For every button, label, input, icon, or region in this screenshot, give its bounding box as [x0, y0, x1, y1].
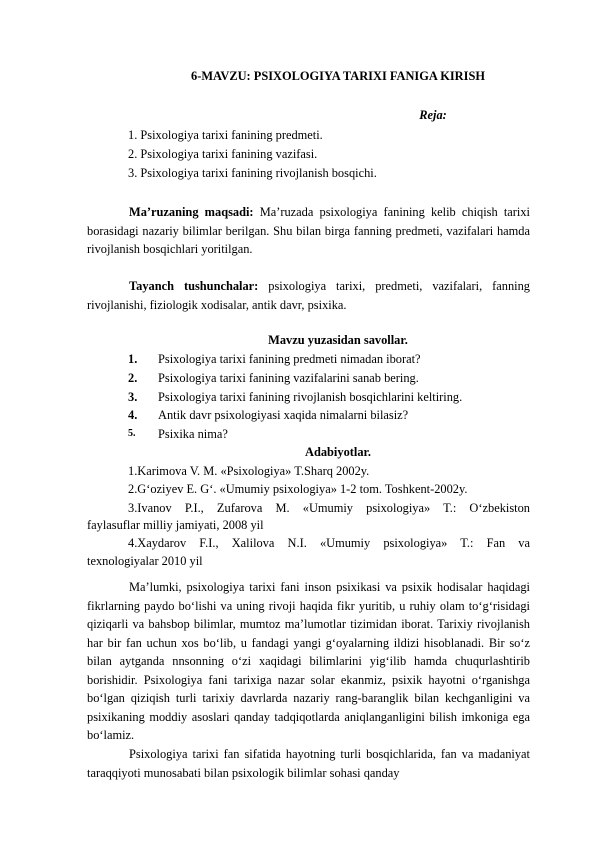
- keywords-label: Tayanch tushunchalar:: [129, 279, 259, 293]
- reference-item: 2.G‘oziyev E. G‘. «Umumiy psixologiya» 1-2 tom. Toshkent-2002y.: [128, 482, 468, 496]
- body-paragraph: Ma’lumki, psixologiya tarixi fani inson psixikasi va psixik hodisalar haqidagi fikrlarning paydo bo‘lishi va uning rivoji haqida fikr yuritib, u ruhiy olam to‘g‘risidagi qiziqarli va bahsbop bilimlar, mumtoz ma’lumotlar tizimidan iborat. Tarixiy rivojlanish har bir fan uchun xos bo‘lib, u fandagi yangi g‘oyalarning ildizi hisoblanadi. Bir so‘z bilan aytganda nnsonning o‘zi xaqidagi bilimlarini yig‘ilib hamda chuqurlashtirib borishidir. Psixologiya fani tarixiga nazar solar ekanmiz, psixik hayotni o‘rganishga bo‘lgan qiziqish turli tarixiy davrlarda nazariy rang-baranglik bilan kechganligini va psixikaning moddiy asoslari qanday tadqiqotlarda aniqlanganligini bilish imkoniga ega bo‘lamiz.: [87, 580, 530, 742]
- plan-item: 1. Psixologiya tarixi fanining predmeti.: [128, 128, 323, 142]
- question-text: Antik davr psixologiyasi xaqida nimalarni bilasiz?: [158, 408, 409, 422]
- reference-item-continued: texnologiyalar 2010 yil: [87, 554, 203, 568]
- aim-text: Ma’ruzada psixologiya fanining kelib chiqish tarixi borasidagi nazariy bilimlar berilgan. Shu bilan birga fanning predmeti, vazifalari hamda rivojlanish bosqichlari yoritilgan.: [87, 205, 530, 256]
- question-text: Psixologiya tarixi fanining vazifalarini sanab bering.: [158, 371, 419, 385]
- question-text: Psixologiya tarixi fanining rivojlanish bosqichlarini keltiring.: [158, 390, 463, 404]
- keywords-text: psixologiya tarixi, predmeti, vazifalari, fanning rivojlanishi, fiziologik xodisalar, antik davr, psixika.: [87, 279, 530, 312]
- keywords-paragraph: [87, 277, 530, 314]
- literature-heading: Adabiyotlar.: [305, 445, 371, 459]
- plan-item: 2. Psixologiya tarixi fanining vazifasi.: [128, 147, 318, 161]
- question-number: 4.: [128, 408, 138, 422]
- questions-heading: Mavzu yuzasidan savollar.: [268, 333, 408, 347]
- aim-label: Ma’ruzaning maqsadi:: [129, 205, 254, 219]
- plan-item: 3. Psixologiya tarixi fanining rivojlanish bosqichi.: [128, 166, 377, 180]
- question-number: 5.: [128, 428, 136, 439]
- reference-item: 3.Ivanov P.I., Zufarova M. «Umumiy psixologiya» T.: O‘zbekiston: [128, 501, 530, 515]
- question-text: Psixologiya tarixi fanining predmeti nimadan iborat?: [158, 352, 421, 366]
- reference-item-continued: faylasuflar milliy jamiyati, 2008 yil: [87, 518, 264, 532]
- question-number: 3.: [128, 390, 138, 404]
- body-paragraph: Psixologiya tarixi fan sifatida hayotning turli bosqichlarida, fan va madaniyat taraqqiyoti munosabati bilan psixologik bilimlar sohasi qanday: [87, 747, 530, 780]
- reference-item: 4.Xaydarov F.I., Xalilova N.I. «Umumiy psixologiya» T.: Fan va: [128, 536, 530, 550]
- question-number: 2.: [128, 371, 138, 385]
- question-text: Psixika nima?: [158, 427, 228, 441]
- aim-paragraph: [87, 203, 530, 259]
- plan-heading: Reja:: [419, 108, 447, 122]
- reference-item: 1.Karimova V. M. «Psixologiya» T.Sharq 2002y.: [128, 464, 370, 478]
- question-number: 1.: [128, 352, 138, 366]
- page-title: 6-MAVZU: PSIXOLOGIYA TARIXI FANIGA KIRISH: [191, 69, 485, 83]
